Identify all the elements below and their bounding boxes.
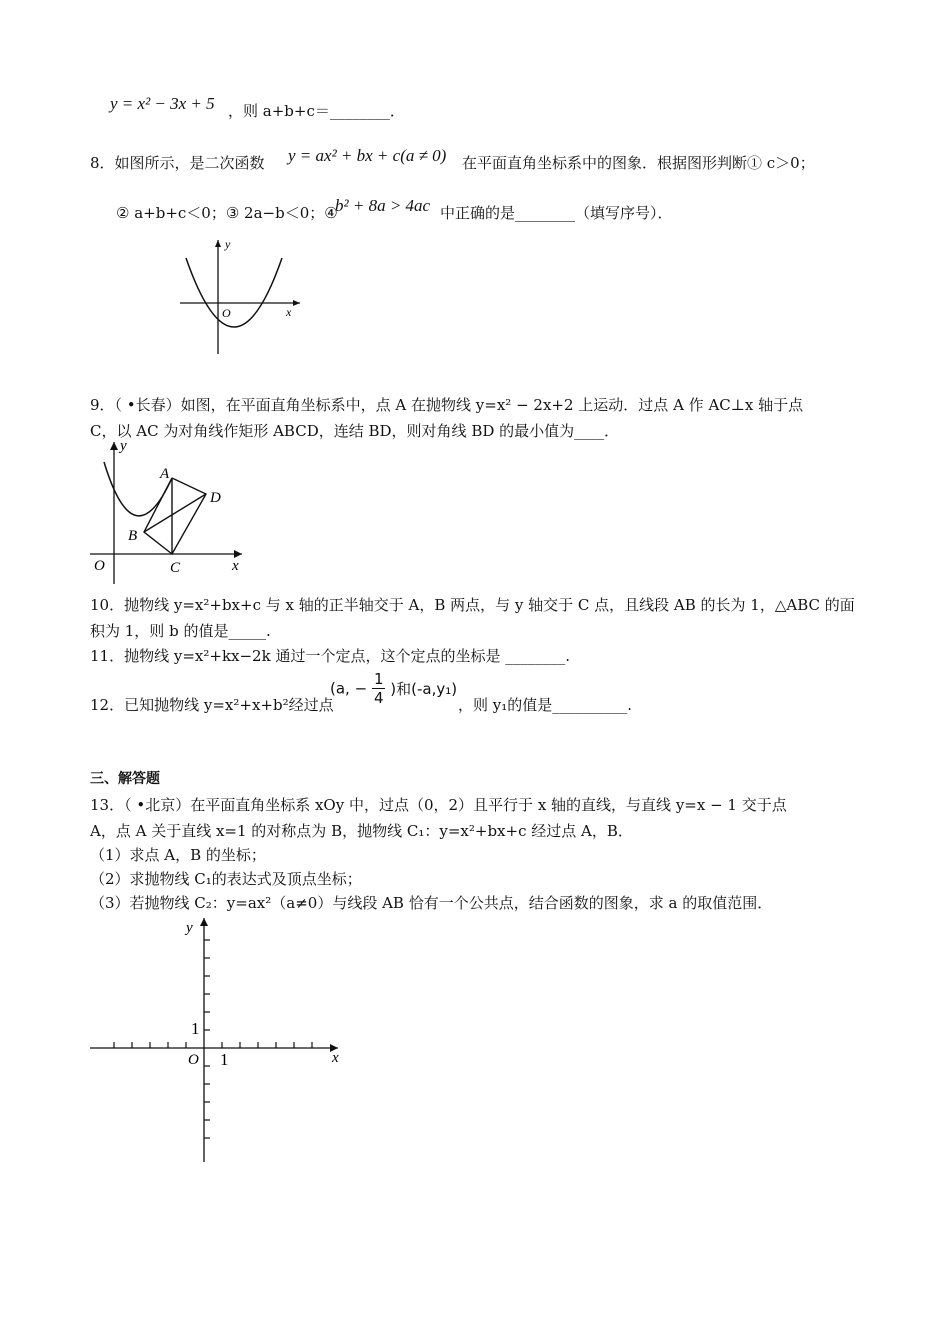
- q8-prefix: 8．如图所示，是二次函数: [90, 154, 265, 172]
- q13-x-ticks: [114, 1042, 312, 1048]
- q9-graph: [86, 436, 248, 586]
- q12-fraction: [372, 670, 386, 707]
- q9-x-arrow: [234, 550, 242, 558]
- q12-point-a: (a, −: [330, 679, 368, 698]
- q11-line1: 11．抛物线 y=x²+kx−2k 通过一个定点，这个定点的坐标是 ________.: [90, 647, 570, 665]
- q7-equation: y = x² − 3x + 5: [110, 94, 215, 113]
- q13-tick-x1: 1: [220, 1050, 229, 1069]
- q10-line1: 10．抛物线 y=x²+bx+c 与 x 轴的正半轴交于 A，B 两点，与 y 轴交于 C 点，且线段 AB 的长为 1，△ABC 的面: [90, 596, 855, 614]
- q8-equation: y = ax² + bx + c(a ≠ 0): [288, 146, 447, 165]
- section-title: 三、解答题: [90, 771, 160, 787]
- q9-y-label: y: [120, 438, 127, 454]
- q12-frac-den: 4: [373, 689, 384, 707]
- q9-origin-label: O: [94, 558, 105, 574]
- q8-line2-prefix: ② a+b+c＜0；③ 2a−b＜0；④: [116, 204, 338, 222]
- q8-suffix: 在平面直角坐标系中的图象．根据图形判断① c＞0；: [462, 154, 815, 172]
- q13-origin-label: O: [188, 1052, 199, 1068]
- q9-point-D: D: [210, 490, 221, 506]
- q13-y-arrow: [200, 918, 208, 926]
- q12-prefix: 12．已知抛物线 y=x²+x+b²经过点: [90, 696, 334, 714]
- q8-y-arrow: [215, 240, 221, 247]
- q13-part3: （3）若抛物线 C₂：y=ax²（a≠0）与线段 AB 恰有一个公共点，结合函数的图象，求 a 的取值范围．: [90, 894, 773, 912]
- q13-line1: 13．（ •北京）在平面直角坐标系 xOy 中，过点（0，2）且平行于 x 轴的直线，与直线 y=x − 1 交于点: [90, 796, 787, 814]
- q9-x-label: x: [232, 558, 239, 574]
- q13-line2: A，点 A 关于直线 x=1 的对称点为 B，抛物线 C₁：y=x²+bx+c 经过点 A，B．: [90, 822, 633, 840]
- q10-line2: 积为 1，则 b 的值是_____.: [90, 622, 271, 640]
- q8-x-arrow: [293, 300, 300, 306]
- q9-line1: 9．（ •长春）如图，在平面直角坐标系中，点 A 在抛物线 y=x² − 2x+2 上运动．过点 A 作 AC⊥x 轴于点: [90, 396, 804, 414]
- q13-tick-y1: 1: [191, 1019, 200, 1038]
- q12-suffix: ，则 y₁的值是__________.: [458, 696, 633, 714]
- q9-point-A: A: [160, 466, 170, 482]
- q12-point-expression: [330, 670, 457, 707]
- q13-y-ticks: [204, 940, 210, 1138]
- q8-y-label: y: [225, 237, 231, 251]
- q8-x-label: x: [286, 305, 292, 319]
- q8-graph: [170, 236, 310, 358]
- q13-part2: （2）求抛物线 C₁的表达式及顶点坐标；: [90, 870, 362, 888]
- q7-suffix: ，则 a+b+c＝________．: [228, 102, 405, 120]
- q8-line2-suffix: 中正确的是________（填写序号）．: [440, 204, 673, 222]
- q8-parabola: [186, 258, 282, 327]
- q8-origin-label: O: [222, 306, 231, 320]
- q12-frac-num: 1: [373, 670, 384, 688]
- q13-y-label: y: [186, 920, 193, 936]
- q13-graph: [86, 912, 348, 1164]
- q13-x-label: x: [332, 1050, 339, 1066]
- q9-line2: C，以 AC 为对角线作矩形 ABCD，连结 BD，则对角线 BD 的最小值为____．: [90, 422, 620, 440]
- q12-point-b: )和(-a,y₁): [390, 680, 458, 698]
- q9-point-C: C: [170, 560, 181, 576]
- q9-rectangle: [144, 478, 206, 554]
- q9-y-arrow: [110, 442, 118, 450]
- q13-part1: （1）求点 A，B 的坐标；: [90, 846, 266, 864]
- q8-line2-equation: b² + 8a > 4ac: [335, 196, 431, 215]
- q9-point-B: B: [128, 528, 138, 544]
